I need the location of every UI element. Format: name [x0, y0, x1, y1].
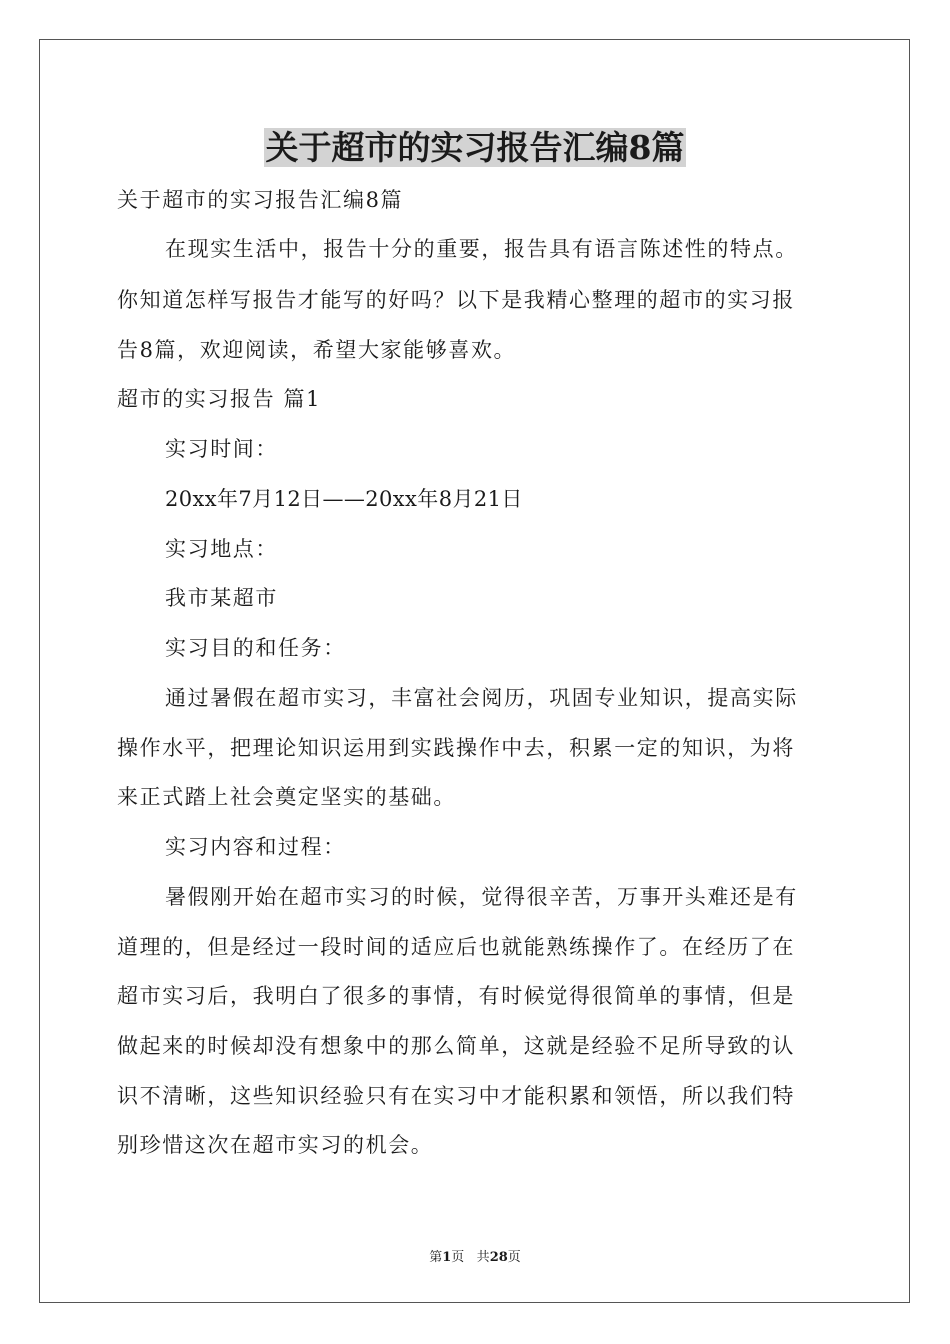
field-label: 实习地点： [165, 537, 278, 561]
paragraph-line: 来正式踏上社会奠定坚实的基础。 [117, 785, 456, 809]
paragraph-line: 超市实习后，我明白了很多的事情，有时候觉得很简单的事情，但是 [117, 984, 795, 1008]
field-value: 20xx年7月12日——20xx年8月21日 [165, 487, 523, 511]
footer-page-suffix: 页 [451, 1250, 465, 1265]
paragraph-line: 识不清晰，这些知识经验只有在实习中才能积累和领悟，所以我们特 [117, 1084, 795, 1108]
document-title [0, 124, 950, 172]
field-label: 实习目的和任务： [165, 636, 346, 660]
footer-page-prefix: 第 [429, 1250, 443, 1265]
paragraph-line: 在现实生活中，报告十分的重要，报告具有语言陈述性的特点。 [165, 237, 798, 261]
footer-page-current: 1 [442, 1250, 452, 1265]
paragraph-line: 暑假刚开始在超市实习的时候，觉得很辛苦，万事开头难还是有 [165, 885, 798, 909]
paragraph-line: 通过暑假在超市实习，丰富社会阅历，巩固专业知识，提高实际 [165, 686, 798, 710]
footer-total-suffix: 页 [507, 1250, 521, 1265]
paragraph-line: 做起来的时候却没有想象中的那么简单，这就是经验不足所导致的认 [117, 1034, 795, 1058]
page-frame [39, 39, 910, 1303]
page-footer [0, 1249, 950, 1267]
paragraph-line: 告8篇，欢迎阅读，希望大家能够喜欢。 [117, 338, 517, 362]
footer-page-total: 28 [489, 1250, 508, 1265]
paragraph-line: 操作水平，把理论知识运用到实践操作中去，积累一定的知识，为将 [117, 736, 795, 760]
field-label: 实习时间： [165, 437, 278, 461]
paragraph-line: 你知道怎样写报告才能写的好吗？以下是我精心整理的超市的实习报 [117, 288, 795, 312]
subtitle-line: 关于超市的实习报告汇编8篇 [117, 188, 404, 212]
paragraph-line: 道理的，但是经过一段时间的适应后也就能熟练操作了。在经历了在 [117, 935, 795, 959]
footer-total-prefix: 共 [476, 1250, 490, 1265]
section-heading: 超市的实习报告 篇1 [117, 387, 322, 411]
field-value: 我市某超市 [165, 586, 278, 610]
paragraph-line: 别珍惜这次在超市实习的机会。 [117, 1133, 434, 1157]
document-title-text: 关于超市的实习报告汇编8篇 [265, 128, 685, 167]
field-label: 实习内容和过程： [165, 835, 346, 859]
